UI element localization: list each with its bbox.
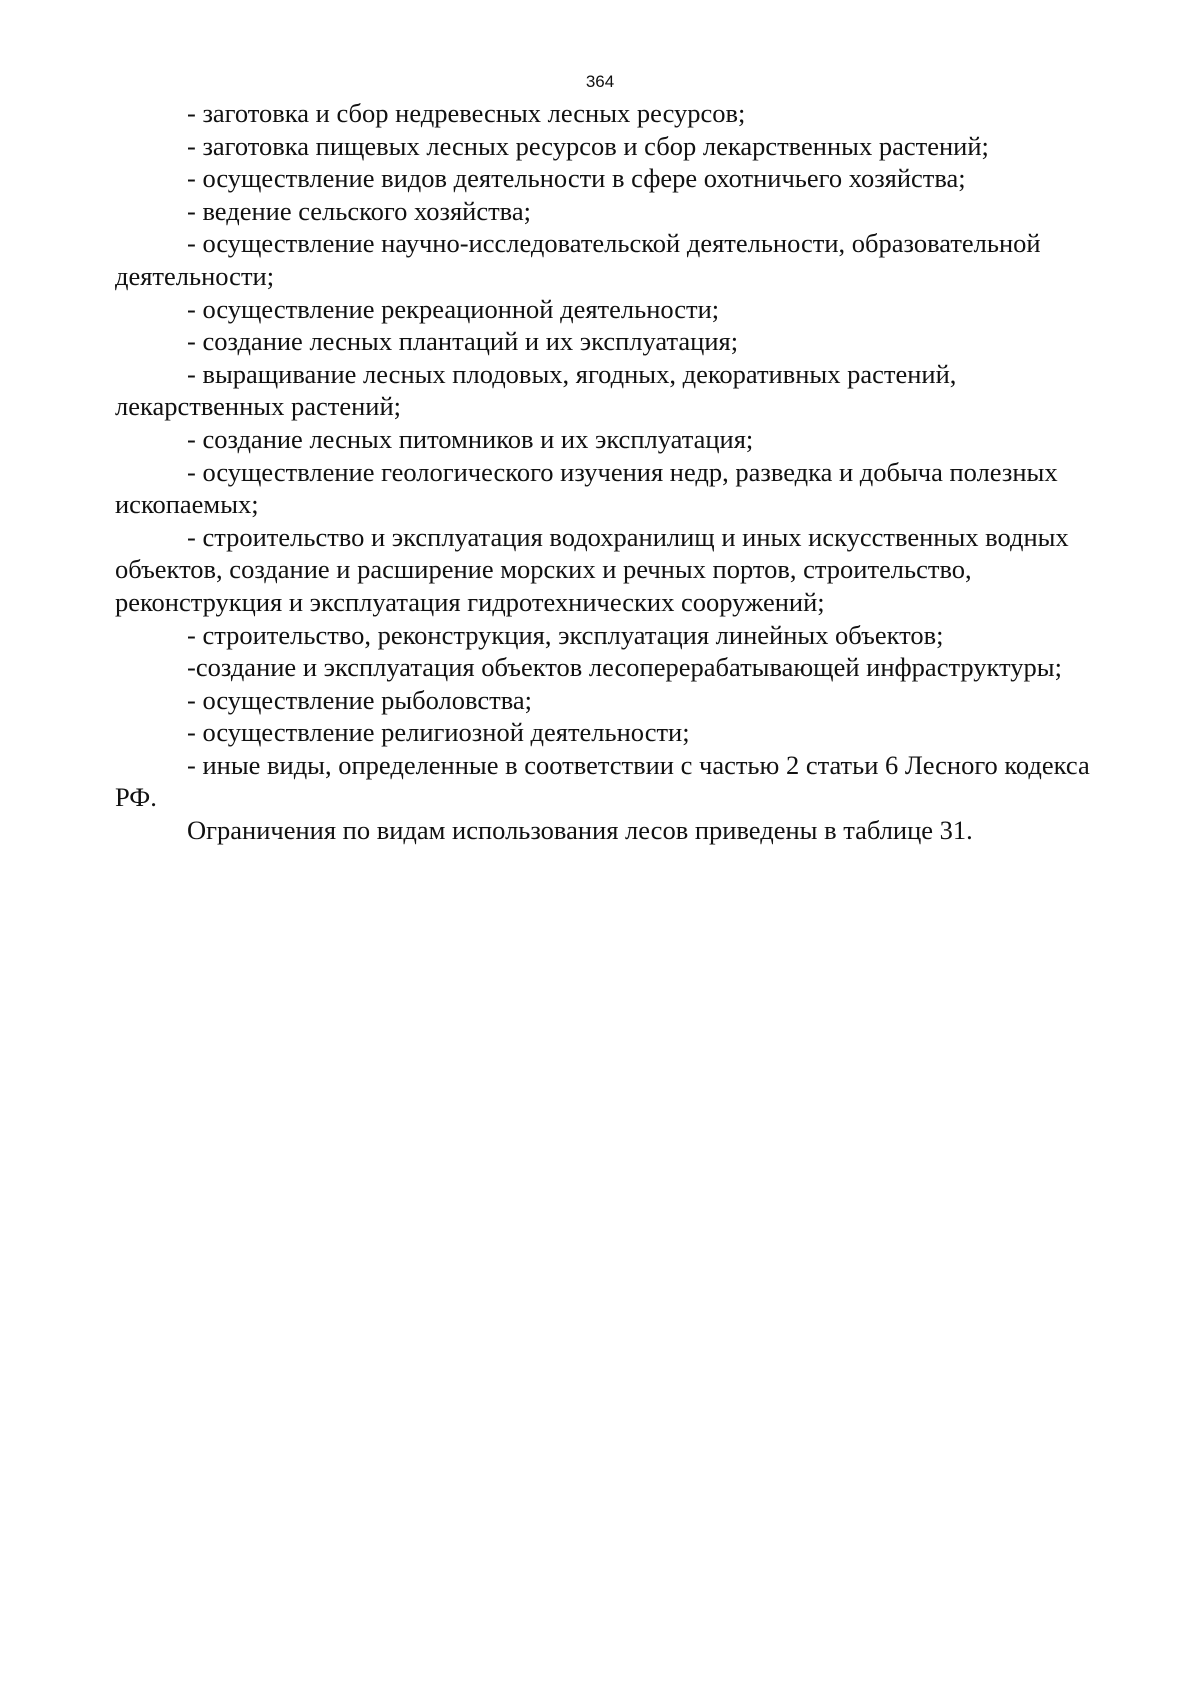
list-item: - осуществление геологического изучения недр, разведка и добыча полезных ископаемых; (115, 456, 1058, 520)
document-body (115, 97, 1095, 847)
list-item: - строительство и эксплуатация водохранилищ и иных искусственных водных объектов, создание и расширение морских и речных портов, строительство, реконструкция и эксплуатация гидротехнических сооружений; (115, 521, 1069, 617)
list-item: - осуществление религиозной деятельности; (187, 717, 690, 748)
list-item: - создание лесных плантаций и их эксплуатация; (187, 326, 739, 357)
list-item: - иные виды, определенные в соответствии с частью 2 статьи 6 Лесного кодекса РФ. (115, 749, 1090, 813)
list-item: - заготовка пищевых лесных ресурсов и сбор лекарственных растений; (187, 130, 989, 161)
list-item: - осуществление научно-исследовательской деятельности, образовательной деятельности; (115, 228, 1041, 291)
list-item: - осуществление рыболовства; (187, 684, 532, 715)
list-item: - ведение сельского хозяйства; (187, 195, 531, 226)
list-item: - строительство, реконструкция, эксплуатация линейных объектов; (187, 619, 944, 650)
list-item: - осуществление рекреационной деятельности; (187, 293, 720, 324)
list-item: -создание и эксплуатация объектов лесоперерабатывающей инфраструктуры; (187, 652, 1062, 683)
page-number: 364 (585, 72, 615, 91)
list-item: - создание лесных питомников и их эксплуатация; (187, 423, 754, 454)
list-item: - заготовка и сбор недревесных лесных ресурсов; (187, 98, 746, 128)
list-item: - выращивание лесных плодовых, ягодных, декоративных растений, лекарственных растений; (115, 358, 957, 422)
closing-paragraph: Ограничения по видам использования лесов приведены в таблице 31. (187, 815, 973, 846)
list-item: - осуществление видов деятельности в сфере охотничьего хозяйства; (187, 163, 966, 194)
